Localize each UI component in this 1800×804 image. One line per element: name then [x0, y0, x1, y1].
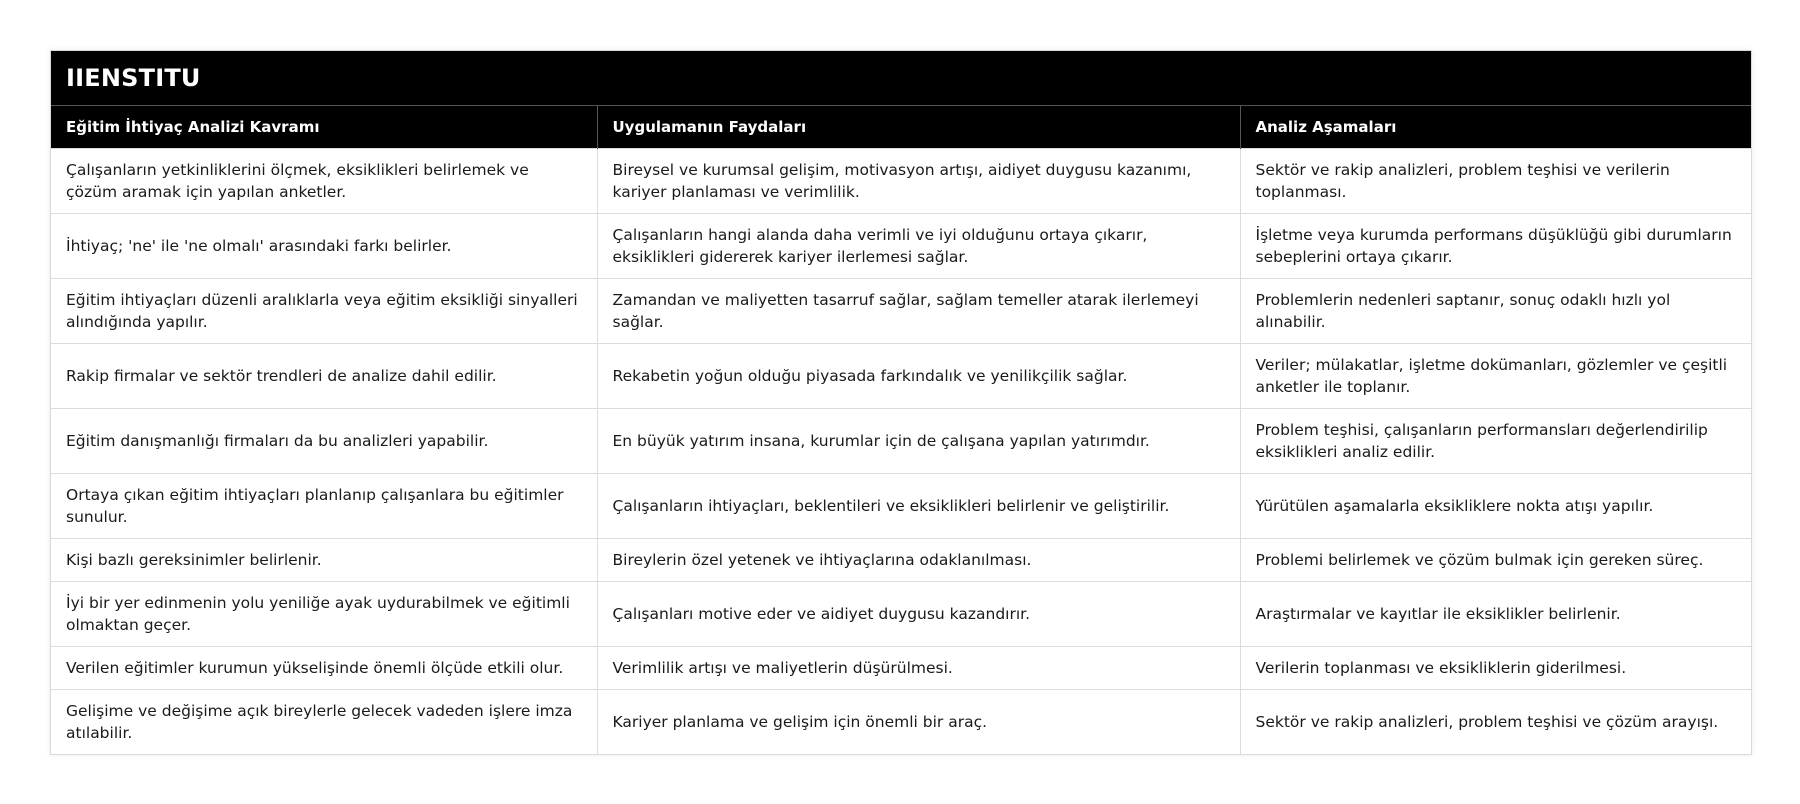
table-cell: Verilen eğitimler kurumun yükselişinde önemli ölçüde etkili olur.	[51, 647, 597, 690]
table-cell: Çalışanların ihtiyaçları, beklentileri ve eksiklikleri belirlenir ve geliştirilir.	[597, 474, 1240, 539]
table-row	[51, 409, 1751, 474]
table-cell: Gelişime ve değişime açık bireylerle gelecek vadeden işlere imza atılabilir.	[51, 690, 597, 755]
brand-title: IIENSTITU	[51, 51, 1751, 106]
table-row	[51, 647, 1751, 690]
table-row	[51, 344, 1751, 409]
table-cell: Problemi belirlemek ve çözüm bulmak için gereken süreç.	[1240, 539, 1751, 582]
table-cell: Ortaya çıkan eğitim ihtiyaçları planlanıp çalışanlara bu eğitimler sunulur.	[51, 474, 597, 539]
table-cell: Problemlerin nedenleri saptanır, sonuç odaklı hızlı yol alınabilir.	[1240, 279, 1751, 344]
table-row	[51, 582, 1751, 647]
table-cell: Yürütülen aşamalarla eksikliklere nokta atışı yapılır.	[1240, 474, 1751, 539]
table-cell: Zamandan ve maliyetten tasarruf sağlar, sağlam temeller atarak ilerlemeyi sağlar.	[597, 279, 1240, 344]
table-cell: Rakip firmalar ve sektör trendleri de analize dahil edilir.	[51, 344, 597, 409]
table-cell: Kişi bazlı gereksinimler belirlenir.	[51, 539, 597, 582]
table-cell: Bireylerin özel yetenek ve ihtiyaçlarına odaklanılması.	[597, 539, 1240, 582]
table-cell: Verilerin toplanması ve eksikliklerin giderilmesi.	[1240, 647, 1751, 690]
table-cell: Çalışanların yetkinliklerini ölçmek, eksiklikleri belirlemek ve çözüm aramak için yapılan anketler.	[51, 149, 597, 214]
table-cell: En büyük yatırım insana, kurumlar için de çalışana yapılan yatırımdır.	[597, 409, 1240, 474]
table-cell: Veriler; mülakatlar, işletme dokümanları, gözlemler ve çeşitli anketler ile toplanır.	[1240, 344, 1751, 409]
table-cell: Eğitim danışmanlığı firmaları da bu analizleri yapabilir.	[51, 409, 597, 474]
table-cell: Bireysel ve kurumsal gelişim, motivasyon artışı, aidiyet duygusu kazanımı, kariyer planlaması ve verimlilik.	[597, 149, 1240, 214]
column-header-stages: Analiz Aşamaları	[1240, 106, 1751, 149]
table-cell: Sektör ve rakip analizleri, problem teşhisi ve verilerin toplanması.	[1240, 149, 1751, 214]
table-cell: Kariyer planlama ve gelişim için önemli bir araç.	[597, 690, 1240, 755]
table-row	[51, 539, 1751, 582]
table-row	[51, 214, 1751, 279]
table-cell: Çalışanların hangi alanda daha verimli ve iyi olduğunu ortaya çıkarır, eksiklikleri gidererek kariyer ilerlemesi sağlar.	[597, 214, 1240, 279]
table-cell: Çalışanları motive eder ve aidiyet duygusu kazandırır.	[597, 582, 1240, 647]
table-cell: Problem teşhisi, çalışanların performansları değerlendirilip eksiklikleri analiz edilir.	[1240, 409, 1751, 474]
comparison-table-card	[50, 50, 1752, 755]
table-cell: İhtiyaç; 'ne' ile 'ne olmalı' arasındaki farkı belirler.	[51, 214, 597, 279]
column-header-concept: Eğitim İhtiyaç Analizi Kavramı	[51, 106, 597, 149]
table-cell: İyi bir yer edinmenin yolu yeniliğe ayak uydurabilmek ve eğitimli olmaktan geçer.	[51, 582, 597, 647]
table-header-row	[51, 106, 1751, 149]
table-row	[51, 474, 1751, 539]
table-cell: Eğitim ihtiyaçları düzenli aralıklarla veya eğitim eksikliği sinyalleri alındığında yapılır.	[51, 279, 597, 344]
column-header-benefits: Uygulamanın Faydaları	[597, 106, 1240, 149]
table-cell: Rekabetin yoğun olduğu piyasada farkındalık ve yenilikçilik sağlar.	[597, 344, 1240, 409]
table-cell: İşletme veya kurumda performans düşüklüğü gibi durumların sebeplerini ortaya çıkarır.	[1240, 214, 1751, 279]
table-row	[51, 279, 1751, 344]
table-row	[51, 149, 1751, 214]
table-row	[51, 690, 1751, 755]
table-cell: Verimlilik artışı ve maliyetlerin düşürülmesi.	[597, 647, 1240, 690]
table-cell: Araştırmalar ve kayıtlar ile eksiklikler belirlenir.	[1240, 582, 1751, 647]
comparison-table	[51, 106, 1751, 754]
table-cell: Sektör ve rakip analizleri, problem teşhisi ve çözüm arayışı.	[1240, 690, 1751, 755]
